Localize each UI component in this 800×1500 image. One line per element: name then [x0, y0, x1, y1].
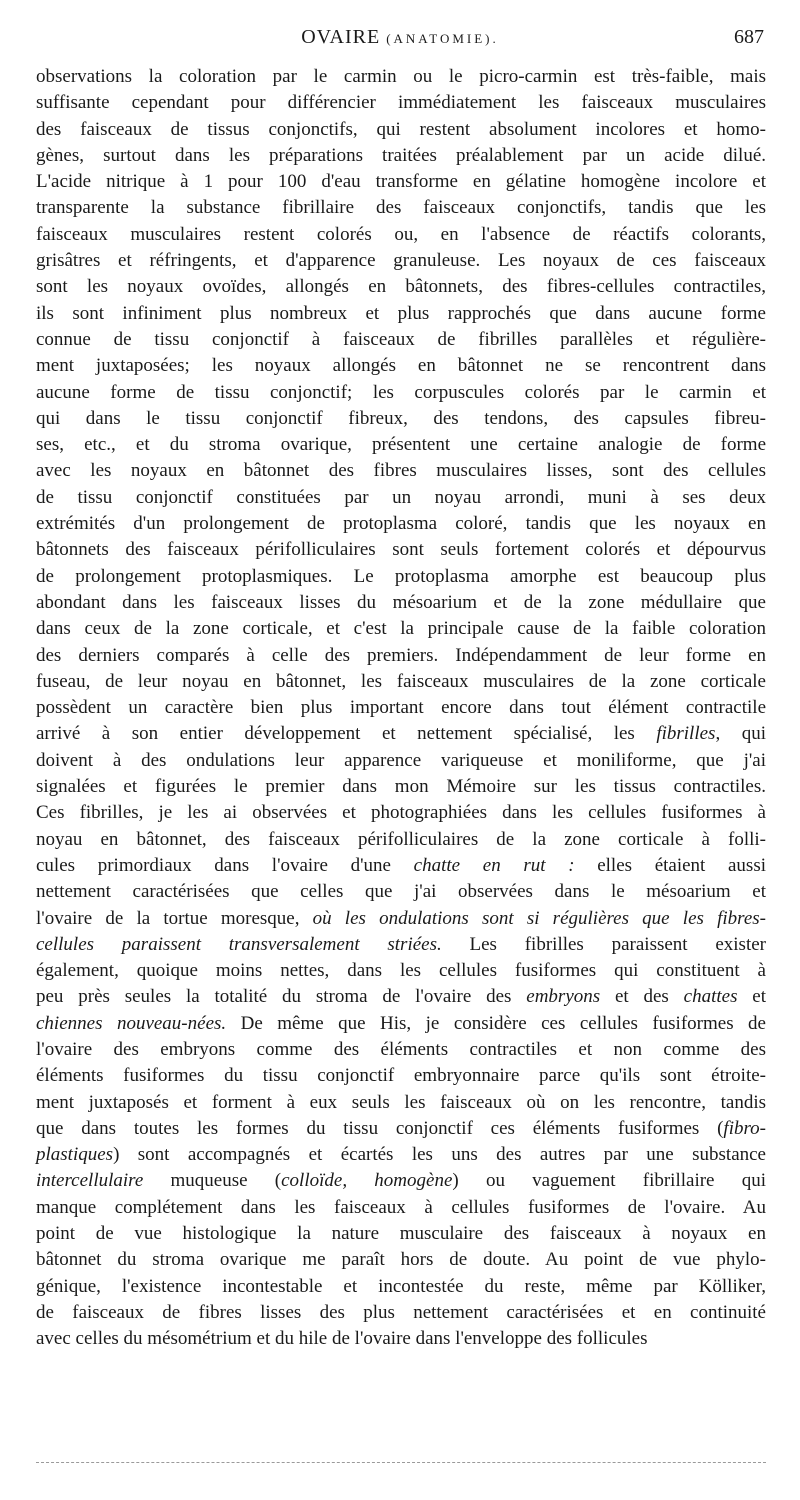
text-line: [36, 643, 766, 669]
italic-segment: colloïde, homogène: [281, 1170, 453, 1192]
text-segment: nettement caractérisées que celles que j'ai observées dans le mésoarium et: [36, 881, 766, 903]
text-segment: point de vue histologique la nature musculaire des faisceaux à noyaux en: [36, 1223, 766, 1245]
text-line: [36, 380, 766, 406]
text-line: [36, 301, 766, 327]
text-segment: ils sont infiniment plus nombreux et plus rapprochés que dans aucune forme: [36, 302, 766, 324]
text-segment: signalées et figurées le premier dans mon Mémoire sur les tissus contractiles.: [36, 776, 766, 798]
text-segment: L'acide nitrique à 1 pour 100 d'eau transforme en gélatine homogène incolore et: [36, 171, 766, 193]
text-line: [36, 117, 766, 143]
text-segment: l'ovaire de la tortue moresque,: [36, 907, 313, 929]
text-segment: transparente la substance fibrillaire des faisceaux conjonctifs, tandis que les: [36, 197, 766, 219]
text-line: [36, 1221, 766, 1247]
text-segment: arrivé à son entier développement et nettement spécialisé, les: [36, 723, 657, 745]
text-line: [36, 485, 766, 511]
text-line: [36, 695, 766, 721]
text-segment: peu près seules la totalité du stroma de l'ovaire des: [36, 986, 527, 1008]
text-line: [36, 432, 766, 458]
footer-rule: [36, 1462, 766, 1463]
text-segment: ) sont accompagnés et écartés les uns des autres par une substance: [113, 1144, 766, 1166]
text-line: [36, 932, 766, 958]
text-segment: éléments fusiformes du tissu conjonctif embryonnaire parce qu'ils sont étroite-: [36, 1065, 766, 1087]
text-segment: qui dans le tissu conjonctif fibreux, des tendons, des capsules fibreu-: [36, 407, 766, 429]
text-segment: connue de tissu conjonctif à faisceaux de fibrilles parallèles et régulière-: [36, 328, 766, 350]
text-line: [36, 616, 766, 642]
text-line: [36, 1063, 766, 1089]
header-title-text: OVAIRE: [301, 26, 381, 48]
text-segment: de prolongement protoplasmiques. Le protoplasma amorphe est beaucoup plus: [36, 565, 766, 587]
text-line: [36, 800, 766, 826]
text-line: [36, 1116, 766, 1142]
text-line: [36, 353, 766, 379]
text-line: [36, 406, 766, 432]
text-segment: aucune forme de tissu conjonctif; les corpuscules colorés par le carmin et: [36, 381, 766, 403]
text-line: [36, 537, 766, 563]
text-segment: ses, etc., et du stroma ovarique, présentent une certaine analogie de forme: [36, 434, 766, 456]
italic-segment: chiennes nouveau-nées.: [36, 1012, 227, 1034]
text-segment: muqueuse (: [143, 1170, 282, 1192]
text-segment: grisâtres et réfringents, et d'apparence granuleuse. Les noyaux de ces faisceaux: [36, 250, 766, 272]
text-segment: possèdent un caractère bien plus important encore dans tout élément contractile: [36, 697, 766, 719]
text-segment: Les fibrilles paraissent exister: [441, 933, 766, 955]
text-segment: De même que His, je considère ces cellules fusiformes de: [226, 1012, 766, 1034]
text-line: [36, 774, 766, 800]
text-segment: doivent à des ondulations leur apparence variqueuse et moniliforme, que j'ai: [36, 749, 766, 771]
italic-segment: fibrilles: [656, 723, 716, 745]
text-segment: bâtonnets des faisceaux périfolliculaires sont seuls fortement colorés et dépourvus: [36, 539, 766, 561]
italic-segment: embryons: [526, 986, 601, 1008]
text-segment: dans ceux de la zone corticale, et c'est la principale cause de la faible coloration: [36, 618, 766, 640]
text-segment: observations la coloration par le carmin ou le picro-carmin est très-faible, mais: [36, 66, 766, 87]
text-segment: noyau en bâtonnet, des faisceaux périfolliculaires de la zone corticale à folli-: [36, 828, 766, 850]
text-segment: extrémités d'un prolongement de protoplasma coloré, tandis que les noyaux en: [36, 513, 766, 535]
text-line: [36, 721, 766, 747]
text-line: [36, 195, 766, 221]
italic-segment: chattes: [683, 986, 738, 1008]
text-segment: abondant dans les faisceaux lisses du mésoarium et de la zone médullaire que: [36, 591, 766, 613]
text-line: [36, 327, 766, 353]
text-line: [36, 1168, 766, 1194]
text-segment: avec celles du mésométrium et du hile de l'ovaire dans l'enveloppe des follicules: [36, 1328, 648, 1350]
text-line: [36, 590, 766, 616]
text-segment: des faisceaux de tissus conjonctifs, qui restent absolument incolores et homo-: [36, 118, 766, 140]
text-segment: ) ou vaguement fibrillaire qui: [452, 1170, 766, 1192]
text-segment: manque complétement dans les faisceaux à cellules fusiformes de l'ovaire. Au: [36, 1196, 766, 1218]
text-line: [36, 748, 766, 774]
text-line: [36, 90, 766, 116]
text-segment: , qui: [715, 723, 766, 745]
text-line: [36, 1326, 766, 1352]
text-segment: génique, l'existence incontestable et incontestée du reste, même par Kölliker,: [36, 1275, 766, 1297]
text-line: [36, 1300, 766, 1326]
text-segment: gènes, surtout dans les préparations traitées préalablement par un acide dilué.: [36, 144, 766, 166]
text-segment: cules primordiaux dans l'ovaire d'une: [36, 854, 414, 876]
text-segment: de faisceaux de fibres lisses des plus nettement caractérisées et en continuité: [36, 1301, 766, 1323]
text-segment: bâtonnet du stroma ovarique me paraît hors de doute. Au point de vue phylo-: [36, 1249, 766, 1271]
text-segment: sont les noyaux ovoïdes, allongés en bâtonnets, des fibres-cellules contractiles,: [36, 276, 766, 298]
text-line: [36, 274, 766, 300]
text-segment: ment juxtaposées; les noyaux allongés en bâtonnet ne se rencontrent dans: [36, 355, 766, 377]
text-segment: également, quoique moins nettes, dans les cellules fusiformes qui constituent à: [36, 960, 766, 982]
text-line: [36, 879, 766, 905]
header-title: [36, 26, 764, 49]
text-line: [36, 853, 766, 879]
italic-segment: intercellulaire: [36, 1170, 144, 1192]
text-line: [36, 1274, 766, 1300]
text-line: [36, 564, 766, 590]
text-segment: des derniers comparés à celle des premiers. Indépendamment de leur forme en: [36, 644, 766, 666]
text-line: [36, 984, 766, 1010]
text-segment: faisceaux musculaires restent colorés ou, en l'absence de réactifs colorants,: [36, 223, 766, 245]
text-segment: suffisante cependant pour différencier immédiatement les faisceaux musculaires: [36, 92, 766, 114]
text-segment: avec les noyaux en bâtonnet des fibres musculaires lisses, sont des cellules: [36, 460, 766, 482]
italic-segment: où les ondulations sont si régulières que les fibres-: [312, 907, 766, 929]
text-line: [36, 669, 766, 695]
text-line: [36, 222, 766, 248]
running-header: [36, 26, 764, 56]
text-line: [36, 827, 766, 853]
italic-segment: cellules paraissent transversalement striées.: [36, 933, 442, 955]
text-line: [36, 169, 766, 195]
text-segment: fuseau, de leur noyau en bâtonnet, les faisceaux musculaires de la zone corticale: [36, 670, 766, 692]
text-segment: l'ovaire des embryons comme des éléments contractiles et non comme des: [36, 1038, 766, 1060]
text-line: [36, 1037, 766, 1063]
body-text: [36, 64, 766, 1353]
text-line: [36, 1090, 766, 1116]
text-segment: ment juxtaposés et forment à eux seuls les faisceaux où on les rencontre, tandis: [36, 1091, 766, 1113]
page-number: 687: [734, 26, 764, 48]
text-line: [36, 906, 766, 932]
text-line: [36, 64, 766, 90]
text-line: [36, 1142, 766, 1168]
text-segment: et des: [600, 986, 684, 1008]
header-subtitle: (ANATOMIE).: [386, 31, 499, 46]
text-line: [36, 143, 766, 169]
text-line: [36, 1195, 766, 1221]
text-segment: que dans toutes les formes du tissu conjonctif ces éléments fusiformes (: [36, 1117, 724, 1139]
text-line: [36, 958, 766, 984]
text-line: [36, 511, 766, 537]
text-line: [36, 248, 766, 274]
text-line: [36, 1247, 766, 1273]
italic-segment: plastiques: [36, 1144, 114, 1166]
text-segment: elles étaient aussi: [574, 854, 767, 876]
text-segment: de tissu conjonctif constituées par un noyau arrondi, muni à ses deux: [36, 486, 766, 508]
italic-segment: chatte en rut :: [413, 854, 575, 876]
italic-segment: fibro-: [723, 1117, 766, 1139]
text-segment: et: [737, 986, 766, 1008]
text-line: [36, 1011, 766, 1037]
text-line: [36, 458, 766, 484]
text-segment: Ces fibrilles, je les ai observées et photographiées dans les cellules fusiformes à: [36, 802, 766, 824]
